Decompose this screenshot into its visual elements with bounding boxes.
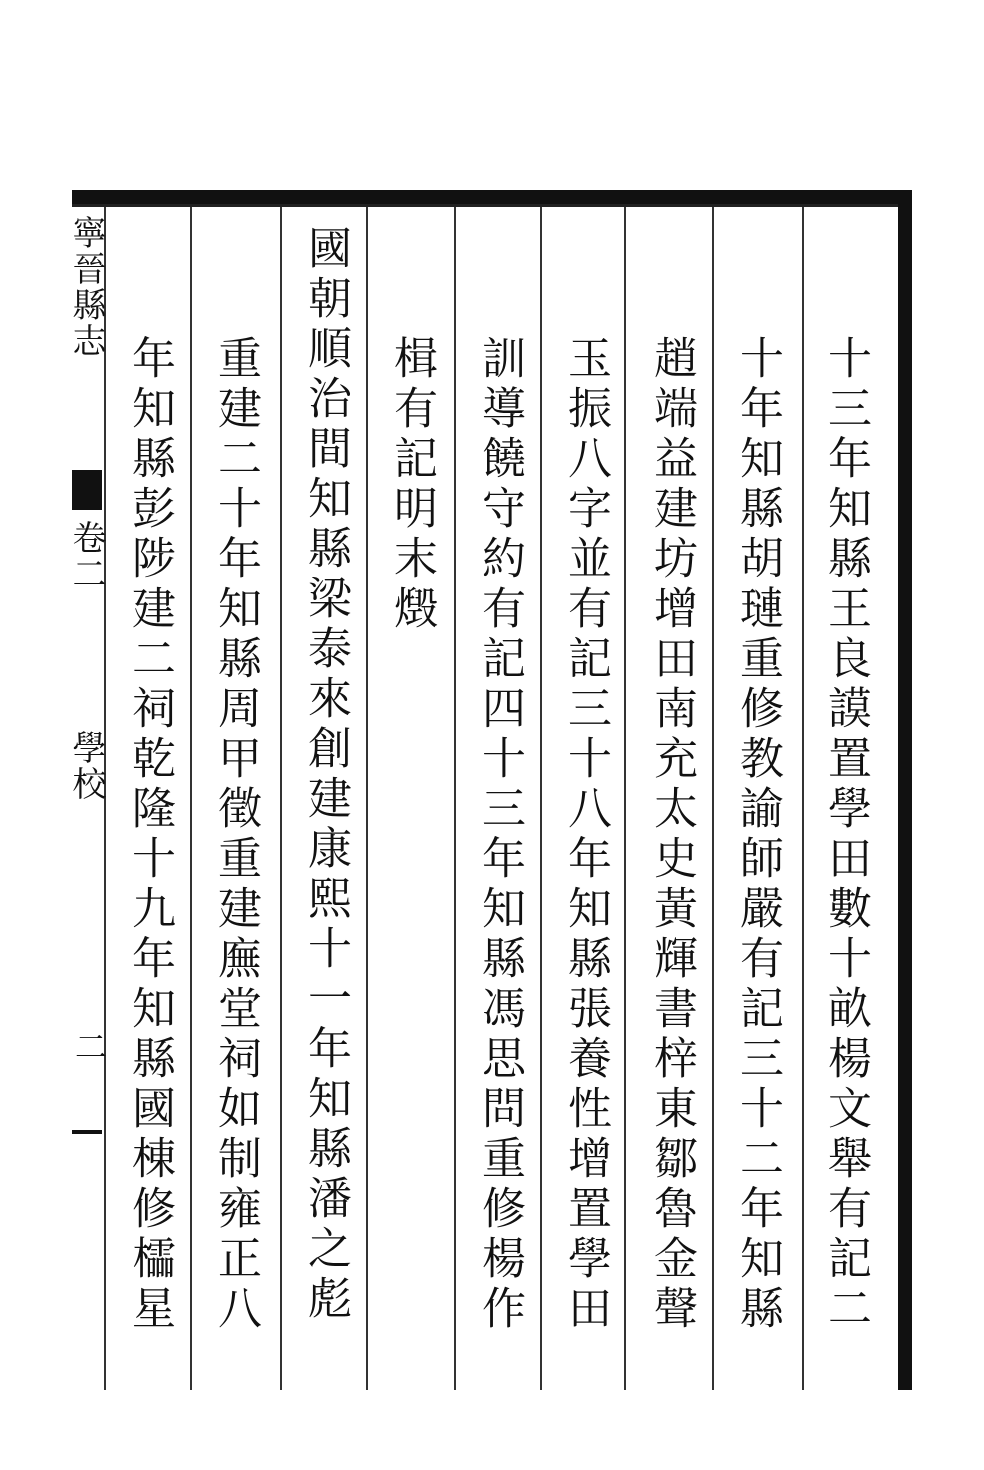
margin-section: 學校 — [66, 730, 106, 802]
column-rule — [190, 207, 192, 1390]
fishtail-mark — [72, 470, 102, 510]
page-frame-top — [72, 190, 912, 204]
text-column-3: 趙端益建坊增田南充太史黃輝書梓東鄒魯金聲 — [646, 335, 697, 1335]
text-column-8: 重建二十年知縣周甲徵重建廡堂祠如制雍正八 — [210, 335, 261, 1335]
text-column-4: 玉振八字並有記三十八年知縣張養性增置學田 — [560, 335, 611, 1335]
text-column-1: 十三年知縣王良謨置學田數十畝楊文舉有記二 — [820, 335, 871, 1335]
column-rule — [454, 207, 456, 1390]
column-rule — [366, 207, 368, 1390]
column-rule — [280, 207, 282, 1390]
page-frame-right — [898, 190, 912, 1390]
text-column-5: 訓導饒守約有記四十三年知縣馮思問重修楊作 — [474, 335, 525, 1335]
text-column-9: 年知縣彭陟建二祠乾隆十九年知縣國棟修櫺星 — [124, 335, 175, 1335]
text-column-2: 十年知縣胡璉重修教諭師嚴有記三十二年知縣 — [732, 335, 783, 1335]
text-column-7: 國朝順治間知縣梁泰來創建康熙十一年知縣潘之彪 — [300, 225, 351, 1325]
column-rule — [540, 207, 542, 1390]
text-column-6: 楫有記明末燬 — [386, 335, 437, 635]
margin-chapter: 卷二 — [66, 520, 106, 592]
column-rule — [624, 207, 626, 1390]
margin-bottom-rule — [72, 1130, 102, 1134]
page-frame-inner-rule — [72, 204, 898, 207]
margin-folio-number: 二 — [70, 1030, 108, 1062]
column-rule — [802, 207, 804, 1390]
margin-book-title: 寧晉縣志 — [66, 215, 106, 359]
column-rule — [712, 207, 714, 1390]
